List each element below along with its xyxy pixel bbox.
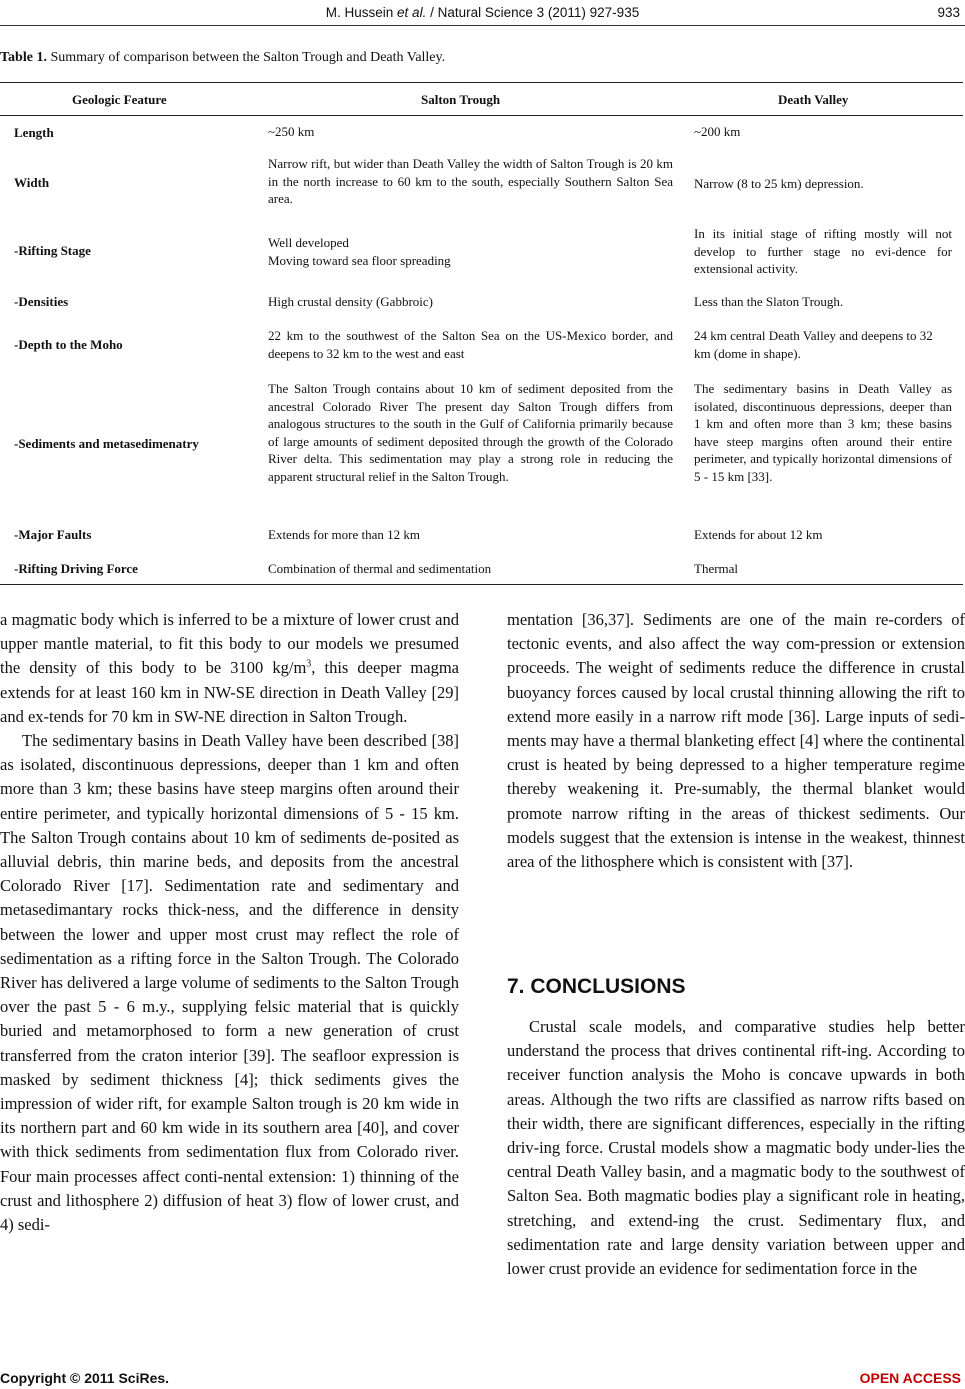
header-divider <box>0 25 965 26</box>
cell-death-length: ~200 km <box>694 124 741 139</box>
journal-citation <box>0 5 965 20</box>
author-name: M. Hussein <box>325 5 398 20</box>
table-header-rule <box>0 115 963 116</box>
cell-death-moho: 24 km central Death Valley and deepens to 32 km (dome in shape). <box>694 328 933 361</box>
row-feature-moho: -Depth to the Moho <box>14 337 123 352</box>
row-feature-rifting-stage: -Rifting Stage <box>14 243 91 258</box>
journal-ref: / Natural Science 3 (2011) 927-935 <box>426 5 640 20</box>
cell-salton-rifting-stage <box>268 234 673 269</box>
right-column-bottom <box>507 1015 965 1281</box>
left-paragraph-1 <box>0 608 459 729</box>
footer-open-access: OPEN ACCESS <box>859 1370 961 1386</box>
right-column-top <box>507 608 965 874</box>
left-paragraph-2: The sedimentary basins in Death Valley have been described [38] as isolated, discontinuous depressions, deeper than 1 km and often more than 3 km; these basins have steep margins often around their entire perimeter, and typically horizontal dimensions of 5 - 15 km. The Salton Trough contains about 10 km of sediments de-posited as alluvial debris, thin marine beds, and deposits from the ancestral Colorado River [17]. Sedimentation rate and sedimentary and metasedimantary rocks thick-ness, and the difference in density between the lower and upper most crust may reflect the role of sedimentation as a rifting force in the Salton Trough. The Colorado River has delivered a large volume of sediments to the Salton Trough over the past 5 - 6 m.y., supplying felsic material that is quickly buried and metamorphosed to form a new generation of crust transferred from the craton interior [39]. The seafloor expression is masked by sediment thickness [4]; thick sediments gives the impression of wider rift, for example Salton trough is 20 km wide in its northern part and 60 km wide in its southern area [40], and cover with thick sediments from sedimentation flux from Colorado river. Four main processes affect conti-nental extension: 1) thinning of the crust and lithosphere 2) diffusion of heat 3) flow of lower crust, and 4) sedi- <box>0 731 459 1235</box>
cell-death-densities: Less than the Slaton Trough. <box>694 294 844 309</box>
et-al: et al. <box>397 5 427 20</box>
table-bottom-rule <box>0 584 963 585</box>
salton-rifting-line2: Moving toward sea floor spreading <box>268 252 451 268</box>
left-p1-text-a: a magmatic body which is inferred to be a mixture of lower crust and upper mantle material, to fit this body to our models we presumed the density of this body to be 3100 kg/m <box>0 610 459 678</box>
col-header-feature: Geologic Feature <box>72 92 167 107</box>
row-feature-length: Length <box>14 125 54 140</box>
page-number: 933 <box>937 5 960 20</box>
cell-salton-width: Narrow rift, but wider than Death Valley the width of Salton Trough is 20 km in the north increase to 60 km to the south, especially Southern Salton Sea area. <box>268 156 673 206</box>
row-feature-sediments: -Sediments and metasedimenatry <box>14 436 199 451</box>
cell-salton-major-faults: Extends for more than 12 km <box>268 527 420 542</box>
right-paragraph-1: mentation [36,37]. Sediments are one of the main re-corders of tectonic events, and also affect the way com-pression or extension proceeds. The weight of sediments reduce the difference in crustal buoyancy forces caused by local crustal thinning allowing the rift to extend more easily in a narrow rift mode [36]. Large inputs of sedi-ments may have a thermal blanketing effect [4] where the continental crust is heated by being depressed to a higher temperature regime thereby weakening it. Pre-sumably, the thermal blanket would promote narrow rifting in the areas of thickest sediments. Our models suggest that the extension is intense in the weakest, thinnest area of the lithosphere which is consistent with [37]. <box>507 610 965 872</box>
salton-rifting-line1: Well developed <box>268 235 349 250</box>
row-feature-width: Width <box>14 175 50 190</box>
cell-salton-densities: High crustal density (Gabbroic) <box>268 294 433 309</box>
cell-death-rifting-stage: In its initial stage of rifting mostly will not develop to further stage no evi-dence for extensional activity. <box>694 226 952 276</box>
running-header <box>0 4 965 24</box>
row-feature-densities: -Densities <box>14 294 69 309</box>
right-paragraph-2: Crustal scale models, and comparative studies help better understand the process that drives continental rift-ing. According to receiver function analysis the Moho is concave upwards in both areas. Although the two rifts are classified as narrow rifts based on their width, there are significant differences, especially in the rifting driv-ing force. Crustal models show a magmatic body under-lies the central Death Valley basin, and a magmatic body to the southwest of Salton Sea. Both magmatic bodies play a significant role in heating, stretching, and extend-ing the crust. Sedimentary flux, and sedimentation rate and large density variation between upper and lower crust provide an evidence for sedimentation force in the <box>507 1017 965 1279</box>
cell-salton-sediments: The Salton Trough contains about 10 km of sediment deposited from the ancestral Colorado River The present day Salton Trough differs from analogous structures to the south in the Gulf of California primarily because of large amounts of sediment deposited through the growth of the Colorado River delta. This sedimentation may play a strong role in reducing the apparent structural relief in the Salton Trough. <box>268 381 673 484</box>
row-feature-major-faults: -Major Faults <box>14 527 92 542</box>
cell-salton-length: ~250 km <box>268 124 315 139</box>
row-feature-driving-force: -Rifting Driving Force <box>14 561 138 576</box>
left-p1-text-b: , this deeper magma extends for at least 160 km in NW-SE direction in Death Valley [29] and ex-tends for 70 km in SW-NE direction in Salton Trough. <box>0 658 460 726</box>
footer-copyright: Copyright © 2011 SciRes. <box>0 1370 170 1386</box>
superscript-3: 3 <box>306 658 312 670</box>
section-heading-conclusions: 7. CONCLUSIONS <box>507 975 686 998</box>
table-caption-label: Table 1. <box>0 50 47 65</box>
col-header-death: Death Valley <box>778 92 849 107</box>
cell-death-sediments: The sedimentary basins in Death Valley as isolated, discontinuous depressions, deeper than 1 km and often more than 3 km; these basins have steep margins often around their entire perimeter, and typically horizontal dimensions of 5 - 15 km [33]. <box>694 381 952 484</box>
table-caption <box>0 50 445 66</box>
cell-death-width: Narrow (8 to 25 km) depression. <box>694 176 864 191</box>
table-top-rule <box>0 82 963 83</box>
cell-death-driving-force: Thermal <box>694 561 739 576</box>
table-caption-text: Summary of comparison between the Salton Trough and Death Valley. <box>46 50 446 65</box>
cell-salton-moho: 22 km to the southwest of the Salton Sea on the US-Mexico border, and deepens to 32 km to the west and east <box>268 328 673 361</box>
left-column <box>0 608 459 1237</box>
col-header-salton: Salton Trough <box>421 92 501 107</box>
cell-death-major-faults: Extends for about 12 km <box>694 527 823 542</box>
cell-salton-driving-force: Combination of thermal and sedimentation <box>268 561 492 576</box>
